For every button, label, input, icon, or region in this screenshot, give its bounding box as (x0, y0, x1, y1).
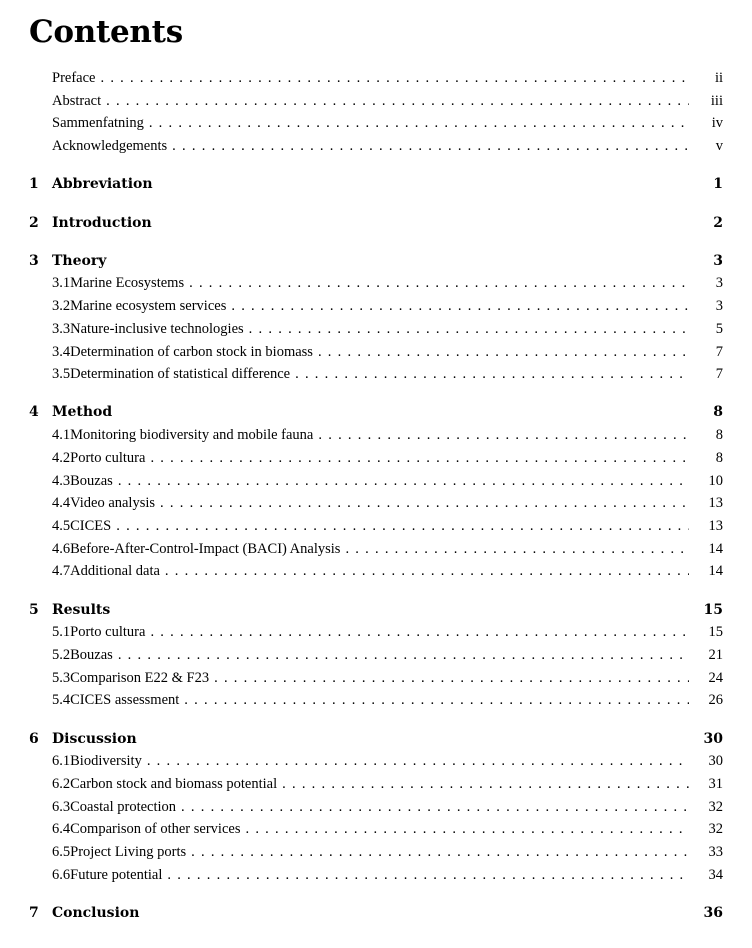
toc-chapter-page: 30 (703, 730, 723, 747)
toc-section-number: 3.3 (52, 320, 71, 337)
toc-chapter-page: 8 (713, 404, 723, 421)
toc-chapter[interactable] (29, 213, 723, 233)
toc-section-label: Bouzas (70, 472, 113, 489)
toc-chapter-label: Abbreviation (52, 176, 153, 193)
toc-section-page: 7 (715, 343, 723, 360)
toc-section-page: 10 (708, 472, 723, 489)
toc-entry-page: iv (711, 115, 723, 132)
toc-section[interactable] (29, 448, 723, 468)
dot-leader (214, 668, 689, 688)
toc-section-page: 5 (715, 320, 723, 337)
toc-entry[interactable] (29, 113, 723, 133)
toc-section-label: Monitoring biodiversity and mobile fauna (70, 427, 314, 444)
toc-section-page: 32 (708, 798, 723, 815)
toc-section-page: 13 (708, 517, 723, 534)
toc-section-label: Future potential (70, 866, 163, 883)
toc-chapter-label: Theory (52, 252, 107, 269)
toc-section-number: 6.4 (52, 821, 71, 838)
toc-chapter-label: Introduction (52, 214, 152, 231)
toc-chapter-number: 5 (29, 601, 39, 618)
toc-section-label: Marine Ecosystems (70, 275, 185, 292)
toc-section[interactable] (29, 364, 723, 384)
toc-section-number: 6.2 (52, 775, 71, 792)
toc-chapter-page: 1 (713, 176, 723, 193)
toc-chapter[interactable] (29, 402, 723, 422)
toc-chapter-number: 4 (29, 404, 39, 421)
toc-entry-page: v (715, 138, 723, 155)
dot-leader (147, 751, 689, 771)
toc-section-page: 3 (715, 298, 723, 315)
toc-entry-label: Sammenfatning (52, 115, 144, 132)
dot-leader (118, 645, 689, 665)
toc-section-page: 24 (708, 669, 723, 686)
toc-chapter-page: 15 (703, 601, 723, 618)
toc-section[interactable] (29, 516, 723, 536)
toc-chapter-label: Conclusion (52, 904, 140, 921)
toc-section-number: 4.3 (52, 472, 71, 489)
toc-entry-label: Preface (52, 70, 96, 86)
toc-entry[interactable] (29, 136, 723, 156)
dot-leader (106, 91, 689, 111)
dot-leader (282, 774, 689, 794)
toc-section-number: 6.6 (52, 866, 71, 883)
toc-section-label: Determination of statistical difference (70, 366, 291, 383)
dot-leader (118, 471, 689, 491)
dot-leader (167, 865, 689, 885)
dot-leader (160, 493, 689, 513)
toc-section-label: Porto cultura (70, 449, 146, 466)
toc-section-page: 3 (715, 275, 723, 292)
toc-section[interactable] (29, 622, 723, 642)
toc-section-label: Video analysis (70, 495, 156, 512)
toc-chapter-label: Method (52, 404, 113, 421)
toc-section-number: 6.3 (52, 798, 71, 815)
toc-chapter-number: 7 (29, 904, 39, 921)
dot-leader (116, 516, 689, 536)
toc-section-label: CICES assessment (70, 692, 180, 709)
toc-section[interactable] (29, 471, 723, 491)
toc-section-number: 3.5 (52, 366, 71, 383)
toc-chapter-label: Discussion (52, 730, 137, 747)
toc-section[interactable] (29, 774, 723, 794)
toc-chapter-page: 2 (713, 214, 723, 231)
toc-section[interactable] (29, 273, 723, 293)
toc-entry-label: Abstract (52, 92, 102, 109)
toc-section-number: 6.1 (52, 753, 71, 770)
toc-section[interactable] (29, 425, 723, 445)
dot-leader (345, 539, 689, 559)
toc-chapter-number: 6 (29, 730, 39, 747)
toc-section-number: 5.2 (52, 646, 71, 663)
toc-section-number: 4.6 (52, 540, 71, 557)
dot-leader (172, 136, 689, 156)
toc-section-page: 33 (708, 844, 723, 860)
toc-entry[interactable] (29, 91, 723, 111)
toc-section-label: Nature-inclusive technologies (70, 320, 244, 337)
toc-section-page: 14 (708, 540, 723, 557)
toc-section[interactable] (29, 493, 723, 513)
dot-leader (245, 819, 689, 839)
toc-section-label: Determination of carbon stock in biomass (70, 343, 313, 360)
toc-section-page: 7 (715, 366, 723, 383)
page-title: Contents (29, 14, 183, 50)
toc-section[interactable] (29, 539, 723, 559)
toc-section[interactable] (29, 819, 723, 839)
dot-leader (165, 561, 689, 581)
toc-entry-label: Acknowledgements (52, 138, 168, 155)
dot-leader (189, 273, 689, 293)
toc-section-number: 4.4 (52, 495, 71, 512)
toc-section-number: 3.4 (52, 343, 71, 360)
toc-section-page: 8 (715, 449, 723, 466)
toc-section-number: 6.5 (52, 844, 71, 860)
toc-section-number: 4.2 (52, 449, 71, 466)
toc-section-number: 5.4 (52, 692, 71, 709)
toc-section[interactable] (29, 645, 723, 665)
toc-section-page: 13 (708, 495, 723, 512)
dot-leader (318, 342, 689, 362)
dot-leader (149, 113, 689, 133)
toc-section-page: 15 (708, 624, 723, 641)
toc-section-label: Additional data (70, 563, 160, 580)
toc-section[interactable] (29, 668, 723, 688)
toc-entry-page: iii (710, 92, 723, 109)
toc-section-label: Porto cultura (70, 624, 146, 641)
toc-section-number: 3.1 (52, 275, 71, 292)
toc-section[interactable] (29, 865, 723, 885)
dot-leader (318, 425, 689, 445)
toc-section[interactable] (29, 751, 723, 771)
toc-chapter-number: 3 (29, 252, 39, 269)
toc-section-number: 4.5 (52, 517, 71, 534)
toc-chapter[interactable] (29, 600, 723, 620)
toc-chapter[interactable] (29, 174, 723, 194)
dot-leader (150, 448, 689, 468)
toc-section-number: 5.1 (52, 624, 71, 641)
toc-section-label: Carbon stock and biomass potential (70, 775, 278, 792)
dot-leader (191, 842, 689, 862)
toc-section-label: Marine ecosystem services (70, 298, 227, 315)
toc-section-page: 34 (708, 866, 723, 883)
toc-section-label: Bouzas (70, 646, 113, 663)
toc-section-label: CICES (70, 517, 112, 534)
toc-section-label: Coastal protection (70, 798, 177, 815)
dot-leader (184, 690, 689, 710)
toc-chapter-number: 1 (29, 176, 39, 193)
toc-section-number: 3.2 (52, 298, 71, 315)
toc-section-label: Comparison E22 & F23 (70, 669, 210, 686)
toc-section-page: 26 (708, 692, 723, 709)
toc-chapter[interactable] (29, 729, 723, 749)
dot-leader (181, 797, 689, 817)
toc-chapter[interactable] (29, 903, 723, 923)
toc-section-label: Project Living ports (70, 844, 187, 860)
toc-section-page: 32 (708, 821, 723, 838)
toc-entry-page: ii (714, 70, 723, 86)
toc-section-number: 4.7 (52, 563, 71, 580)
toc-section-page: 31 (708, 775, 723, 792)
toc-section[interactable] (29, 797, 723, 817)
dot-leader (231, 296, 689, 316)
dot-leader (295, 364, 689, 384)
toc-section-number: 5.3 (52, 669, 71, 686)
toc-section-page: 8 (715, 427, 723, 444)
dot-leader (100, 68, 689, 88)
toc-section[interactable] (29, 842, 723, 862)
toc-chapter-number: 2 (29, 214, 39, 231)
toc-section-label: Comparison of other services (70, 821, 241, 838)
toc-chapter-page: 3 (713, 252, 723, 269)
toc-section[interactable] (29, 296, 723, 316)
toc-section-label: Biodiversity (70, 753, 142, 770)
toc-section-page: 30 (708, 753, 723, 770)
toc-chapter-page: 36 (703, 904, 723, 921)
toc-chapter[interactable] (29, 251, 723, 271)
toc-section-page: 21 (708, 646, 723, 663)
toc-entry[interactable] (29, 68, 723, 88)
toc-section[interactable] (29, 690, 723, 710)
toc-chapter-label: Results (52, 601, 111, 618)
toc-section[interactable] (29, 342, 723, 362)
toc-section-page: 14 (708, 563, 723, 580)
toc-section[interactable] (29, 561, 723, 581)
toc-section[interactable] (29, 319, 723, 339)
toc-section-label: Before-After-Control-Impact (BACI) Analysis (70, 540, 341, 557)
dot-leader (150, 622, 689, 642)
dot-leader (249, 319, 689, 339)
toc-section-number: 4.1 (52, 427, 71, 444)
